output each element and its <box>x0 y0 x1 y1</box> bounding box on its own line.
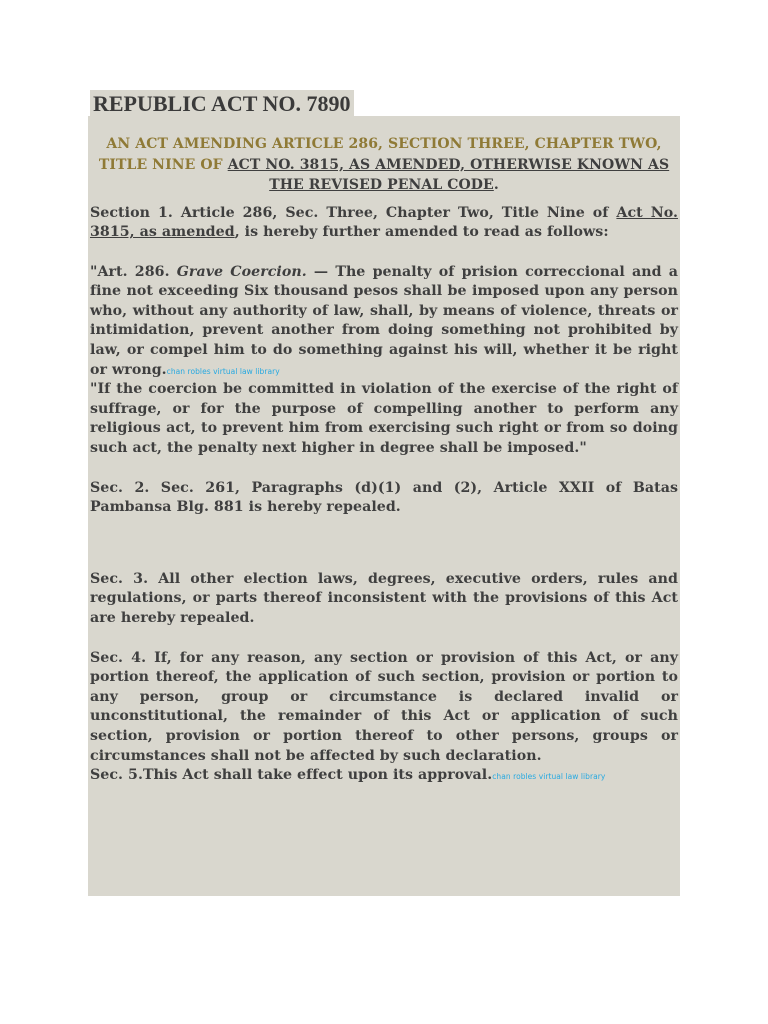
article-286-text: — The penalty of prision correccional and a fine not exceeding Six thousand pesos shall be imposed upon any person who, without any authority of law, shall, by means of violence, threats or intimidation, prevent another from doing something not prohibited by law, or compel him to do something against his will, whether it be right or wrong. <box>90 263 678 378</box>
act-3815-link[interactable]: Act No. 3815, as amended <box>90 204 678 241</box>
section-1-text: Section 1. Article 286, Sec. Three, Chapter Two, Title Nine of <box>90 204 617 221</box>
watermark-link[interactable]: chan robles virtual law library <box>166 366 280 376</box>
article-286-prefix: "Art. 286. <box>90 263 177 280</box>
act-heading-end: . <box>493 177 499 193</box>
revised-penal-code-link[interactable]: ACT NO. 3815, AS AMENDED, OTHERWISE KNOWN AS THE REVISED PENAL CODE <box>227 156 670 193</box>
act-heading-text: AN ACT AMENDING ARTICLE 286, SECTION THREE, CHAPTER TWO, TITLE NINE OF <box>98 136 662 173</box>
suffrage-paragraph: "If the coercion be committed in violation of the exercise of the right of suffrage, or for the purpose of compelling another to perform any religious act, to prevent him from exercising such right or from so doing such act, the penalty next higher in degree shall be imposed." <box>90 381 678 457</box>
article-286-name: Grave Coercion. <box>176 263 307 280</box>
act-heading <box>90 134 678 196</box>
section-5-text: Sec. 5.This Act shall take effect upon its approval. <box>90 767 493 784</box>
section-4: Sec. 4. If, for any reason, any section or provision of this Act, or any portion thereof, the application of such section, provision or portion to any person, group or circumstance is declared invalid or unconstitutional, the remainder of this Act or application of such section, provision or portion thereof to other persons, groups or circumstances shall not be affected by such declaration. <box>90 649 678 764</box>
section-2: Sec. 2. Sec. 261, Paragraphs (d)(1) and (2), Article XXII of Batas Pambansa Blg. 881 is hereby repealed. <box>90 479 678 516</box>
article-286 <box>90 263 678 381</box>
document-title: REPUBLIC ACT NO. 7890 <box>90 90 354 117</box>
section-3: Sec. 3. All other election laws, degrees, executive orders, rules and regulations, or parts thereof inconsistent with the provisions of this Act are hereby repealed. <box>90 570 678 626</box>
section-1-text-end: , is hereby further amended to read as follows: <box>234 224 609 241</box>
section-5 <box>90 766 678 786</box>
document-body <box>88 116 680 896</box>
watermark-link[interactable]: chan robles virtual law library <box>492 772 606 782</box>
section-1 <box>90 204 678 243</box>
